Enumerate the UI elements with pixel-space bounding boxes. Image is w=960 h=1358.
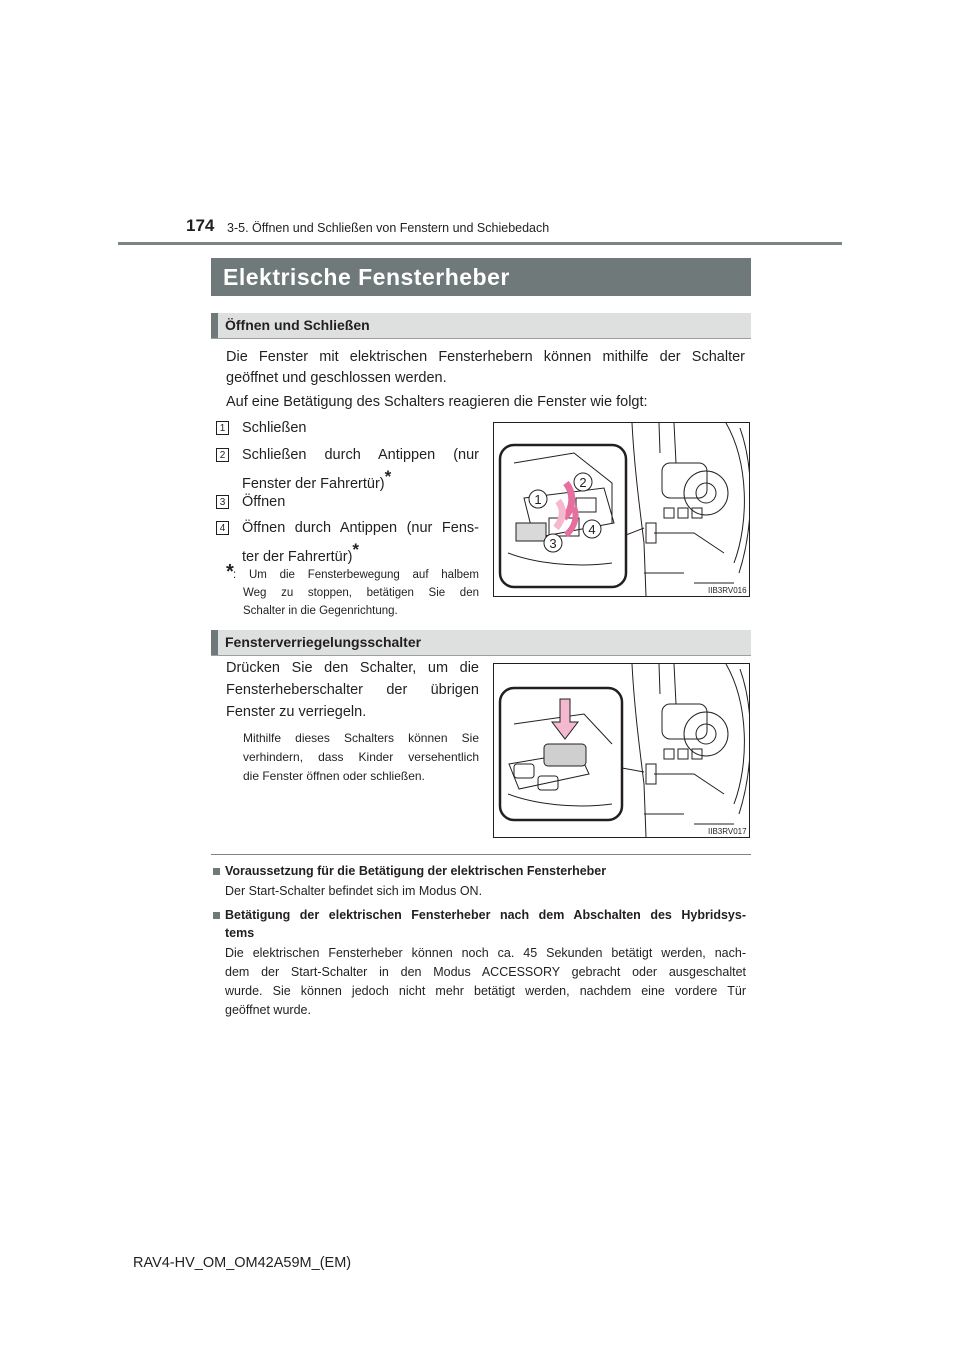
subsection-heading-2 [211, 630, 751, 656]
note-2-body-line-2: dem der Start-Schalter in den Modus ACCESSORY gebracht oder ausgeschaltet [225, 965, 746, 979]
figure-lock-switch [493, 663, 750, 838]
subsection-heading-1 [211, 313, 751, 339]
callout-1: 1 [534, 492, 542, 507]
note-bullet [213, 868, 220, 875]
figure-code: IIB3RV017 [708, 827, 747, 836]
section-title-bar [211, 258, 751, 296]
subsection-heading-2-text: Fensterverriegelungsschalter [225, 634, 422, 650]
list-item-2: Schließen durch Antippen (nur [242, 447, 479, 463]
footnote-asterisk: * [226, 561, 234, 583]
footnote-line-1: : Um die Fensterbewegung auf halbem [233, 569, 479, 581]
callout-4: 4 [588, 522, 596, 537]
list-item-2-cont [242, 466, 391, 495]
note-2-body-line-1: Die elektrischen Fensterheber können noch ca. 45 Sekunden betätigt werden, nach- [225, 946, 746, 960]
asterisk-mark: * [352, 540, 360, 559]
header-rule [118, 242, 842, 245]
note-2-body-line-4: geöffnet wurde. [225, 1003, 311, 1017]
figure-window-switch [493, 422, 750, 597]
footnote-line-3: Schalter in die Gegenrichtung. [243, 605, 398, 617]
note-1-body-line-1: Der Start-Schalter befindet sich im Modus ON. [225, 884, 483, 898]
list-number: 3 [216, 495, 229, 509]
list-item-4-text: ter der Fahrertür) [242, 549, 353, 565]
page-number: 174 [186, 216, 215, 235]
asterisk-mark: * [384, 467, 392, 486]
figure-code: IIB3RV016 [708, 586, 747, 595]
subsection-heading-1-text: Öffnen und Schließen [225, 317, 370, 333]
list-item-4: Öffnen durch Antippen (nur Fens- [242, 520, 479, 536]
window-switch-illustration [494, 423, 749, 596]
intro-line-1: Die Fenster mit elektrischen Fensterhebern können mithilfe der Schalter [226, 349, 745, 365]
note-2-heading-cont: tems [225, 926, 255, 940]
note-2-body-line-3: wurde. Sie können jedoch nicht mehr betätigt werden, nachdem eine vordere Tür [225, 984, 746, 998]
callout-3: 3 [549, 536, 557, 551]
chapter-title: 3-5. Öffnen und Schließen von Fenstern und Schiebedach [227, 221, 550, 235]
intro-line-2: geöffnet und geschlossen werden. [226, 370, 447, 386]
footnote-line-2: Weg zu stoppen, betätigen Sie den [243, 587, 479, 599]
intro-line-3: Auf eine Betätigung des Schalters reagieren die Fenster wie folgt: [226, 394, 648, 410]
heading-marker [211, 313, 218, 338]
lock-text-line-2: Fensterheberschalter der übrigen [226, 682, 479, 698]
lock-note-line-1: Mithilfe dieses Schalters können Sie [243, 731, 479, 745]
list-item-1: Schließen [242, 420, 307, 436]
list-number: 2 [216, 448, 229, 462]
notes-separator [211, 854, 751, 855]
list-number: 1 [216, 421, 229, 435]
note-bullet [213, 912, 220, 919]
note-1-heading: Voraussetzung für die Betätigung der elektrischen Fensterheber [225, 864, 607, 878]
page-title: Elektrische Fensterheber [223, 264, 510, 290]
list-item-2-text: Fenster der Fahrertür) [242, 476, 385, 492]
callout-2: 2 [579, 475, 587, 490]
lock-note-line-3: die Fenster öffnen oder schließen. [243, 769, 425, 783]
heading-marker [211, 630, 218, 655]
note-2-heading: Betätigung der elektrischen Fensterheber nach dem Abschalten des Hybridsys- [225, 908, 746, 922]
lock-switch-illustration [494, 664, 749, 837]
lock-text-line-1: Drücken Sie den Schalter, um die [226, 660, 479, 676]
list-item-3: Öffnen [242, 494, 286, 510]
list-item-4-cont [242, 539, 359, 568]
list-number: 4 [216, 521, 229, 535]
lock-text-line-3: Fenster zu verriegeln. [226, 704, 367, 720]
document-code-footer: RAV4-HV_OM_OM42A59M_(EM) [133, 1255, 352, 1271]
lock-note-line-2: verhindern, dass Kinder versehentlich [243, 750, 479, 764]
